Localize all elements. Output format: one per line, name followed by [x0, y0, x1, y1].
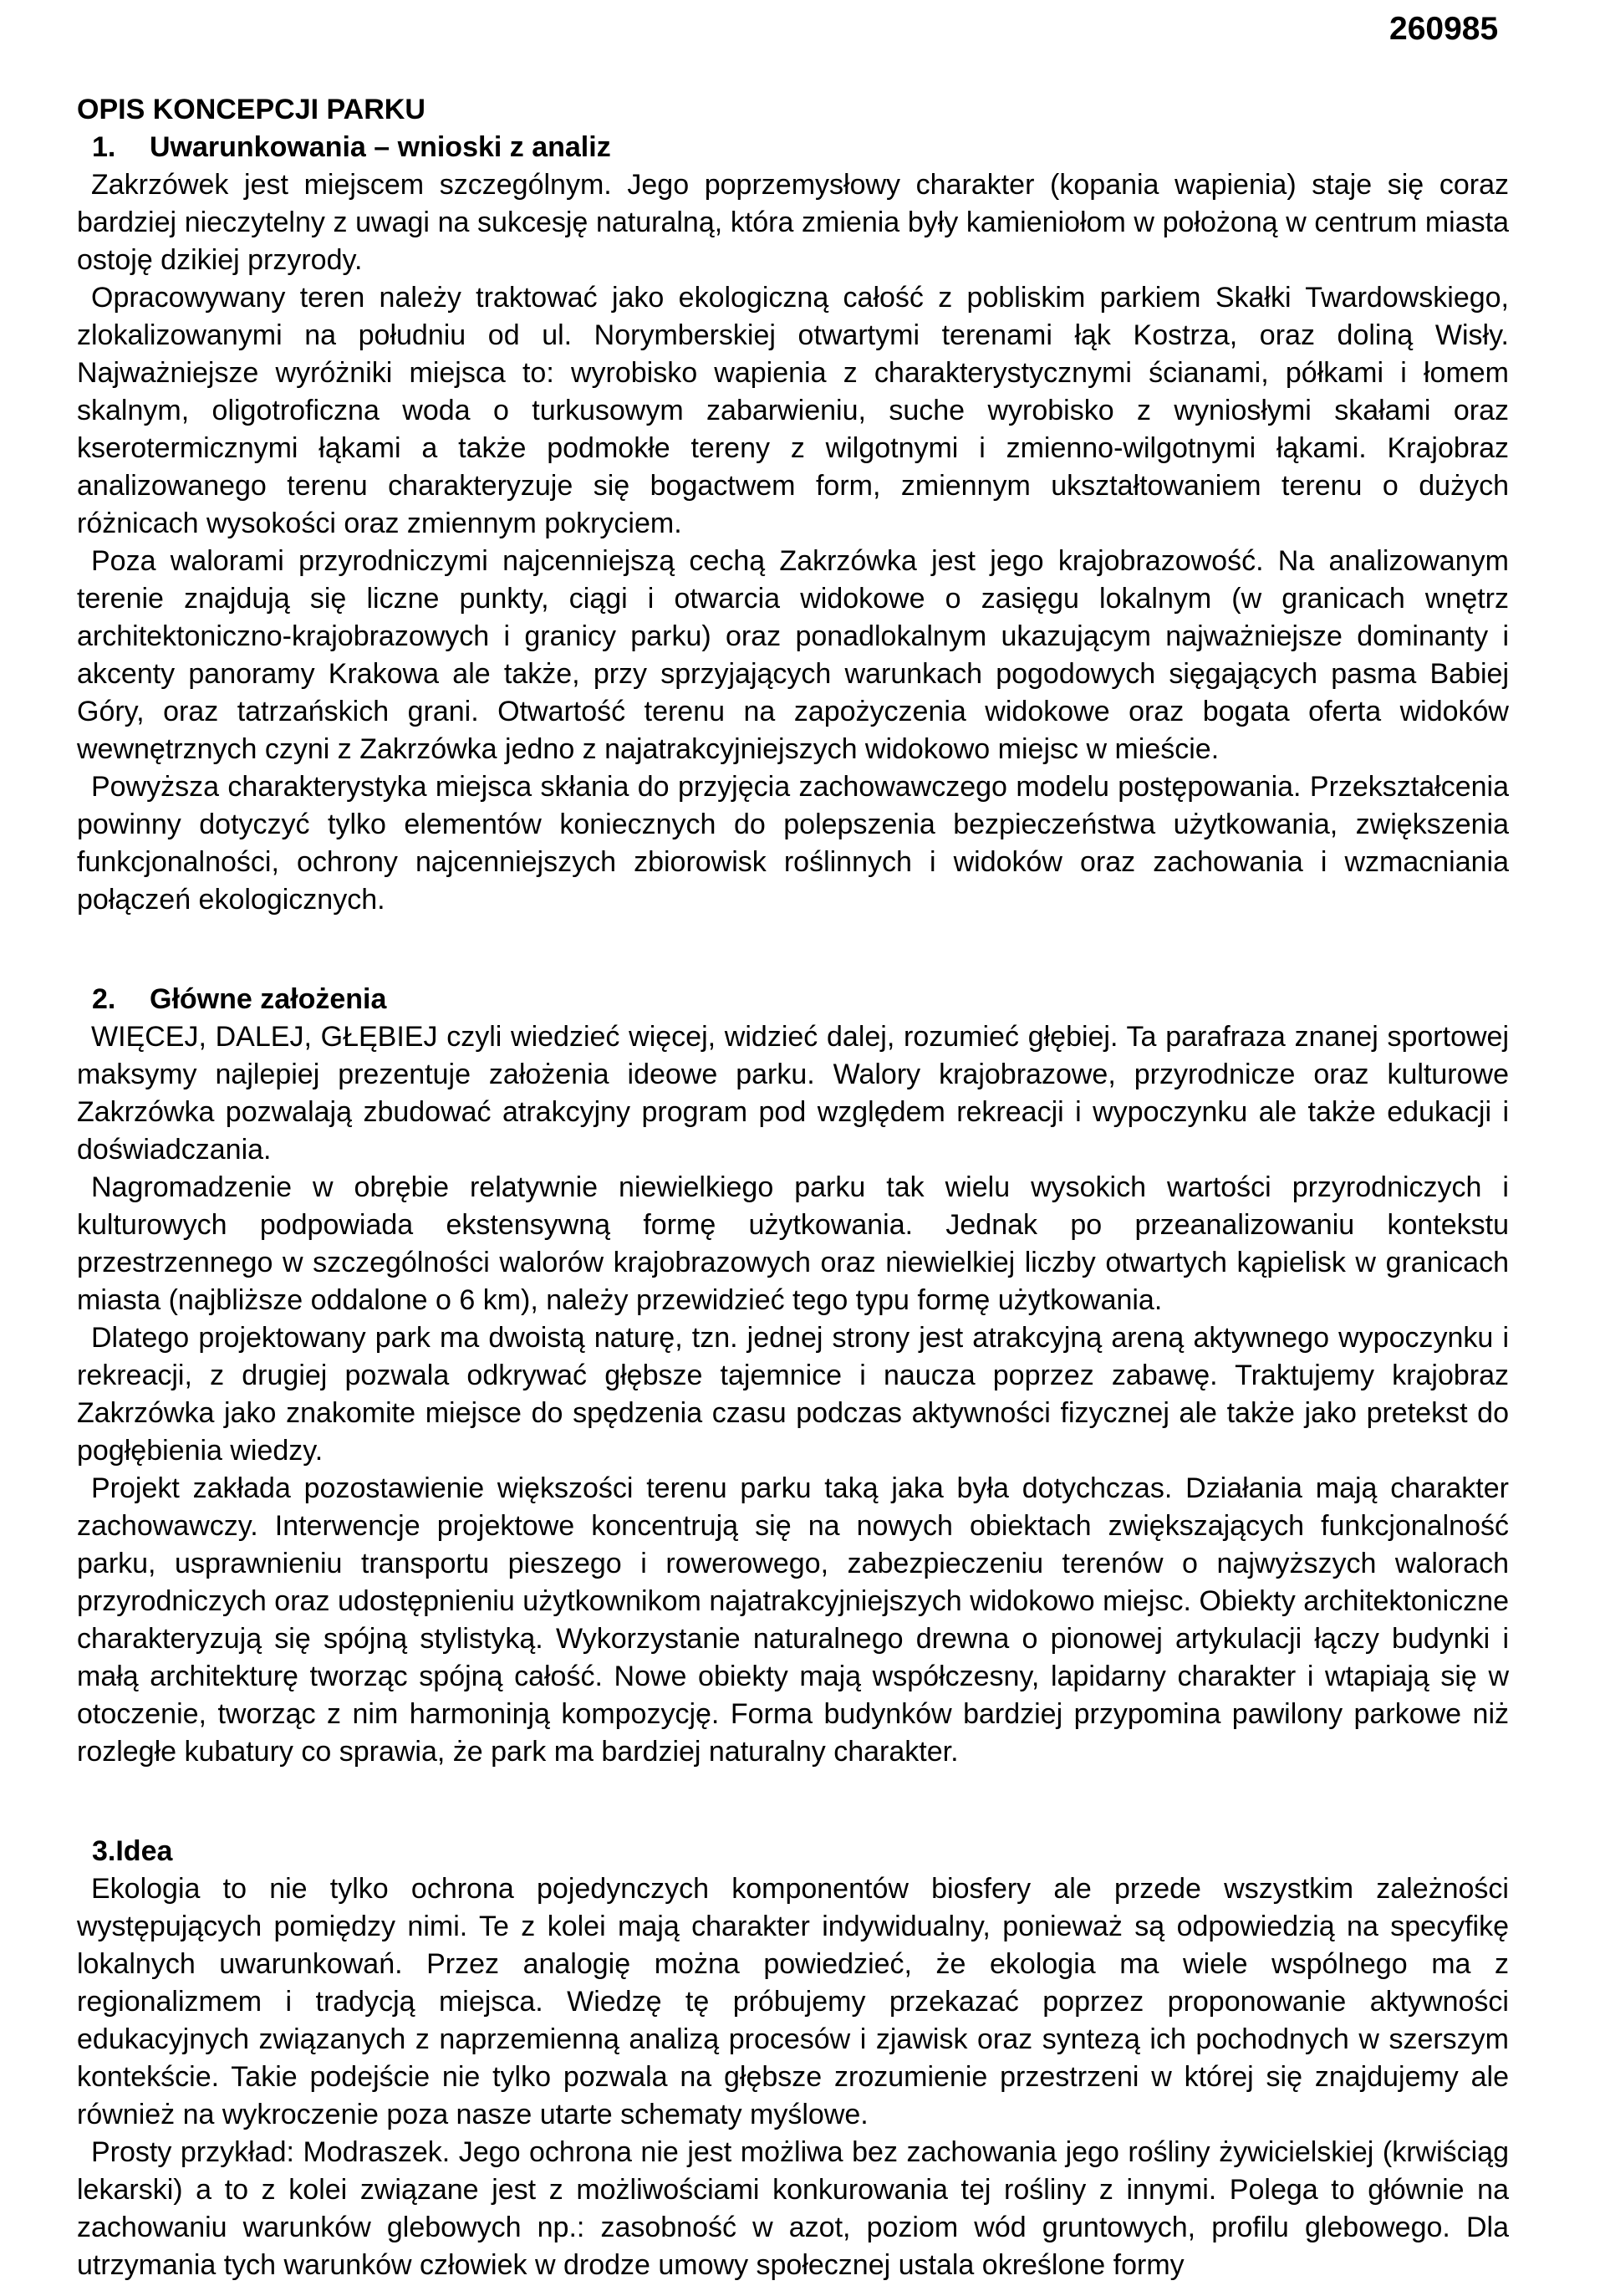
section-heading	[77, 981, 1509, 1018]
section-heading-text: 3.Idea	[92, 1835, 173, 1867]
document-number: 260985	[1389, 11, 1499, 47]
section-uwarunkowania	[77, 129, 1509, 919]
section-heading-text: Uwarunkowania – wnioski z analiz	[150, 131, 611, 163]
section-number: 1.	[92, 131, 116, 163]
section-heading-text: Główne założenia	[150, 983, 387, 1015]
section-glowne-zalozenia	[77, 981, 1509, 1771]
section-heading	[77, 1833, 1509, 1870]
paragraph: Ekologia to nie tylko ochrona pojedynczych komponentów biosfery ale przede wszystkim zależności występujących pomiędzy nimi. Te z kolei mają charakter indywidualny, ponieważ są odpowiedzią na specyfikę lokalnych uwarunkowań. Przez analogię można powiedzieć, że ekologia ma wiele wspólnego ma z regionalizmem i tradycją miejsca. Wiedzę tę próbujemy przekazać poprzez proponowanie aktywności edukacyjnych związanych z naprzemienną analizą procesów i zjawisk oraz syntezą ich pochodnych w szerszym kontekście. Takie podejście nie tylko pozwala na głębsze zrozumienie przestrzeni w której się znajdujemy ale również na wykroczenie poza nasze utarte schematy myślowe.	[77, 1873, 1509, 2130]
document-title: OPIS KONCEPCJI PARKU	[77, 94, 425, 125]
paragraph: Projekt zakłada pozostawienie większości terenu parku taką jaka była dotychczas. Działania mają charakter zachowawczy. Interwencje projektowe koncentrują się na nowych obiektach zwiększających funkcjonalność parku, usprawnieniu transportu pieszego i rowerowego, zabezpieczeniu terenów o najwyższych walorach przyrodniczych oraz udostępnieniu użytkownikom najatrakcyjniejszych widokowo miejsc. Obiekty architektoniczne charakteryzują się spójną stylistyką. Wykorzystanie naturalnego drewna o pionowej artykulacji łączy budynki i małą architekturę tworząc spójną całość. Nowe obiekty mają współczesny, lapidarny charakter i wtapiają się w otoczenie, tworząc z nim harmoninją kompozycję. Forma budynków bardziej przypomina pawilony parkowe niż rozległe kubatury co sprawia, że park ma bardziej naturalny charakter.	[77, 1472, 1509, 1768]
paragraph: Dlatego projektowany park ma dwoistą naturę, tzn. jednej strony jest atrakcyjną areną aktywnego wypoczynku i rekreacji, z drugiej pozwala odkrywać głębsze tajemnice i naucza poprzez zabawę. Traktujemy krajobraz Zakrzówka jako znakomite miejsce do spędzenia czasu podczas aktywności fizycznej ale także jako pretekst do pogłębienia wiedzy.	[77, 1322, 1509, 1467]
paragraph: Opracowywany teren należy traktować jako ekologiczną całość z pobliskim parkiem Skałki Twardowskiego, zlokalizowanymi na południu od ul. Norymberskiej otwartymi terenami łąk Kostrza, oraz doliną Wisły. Najważniejsze wyróżniki miejsca to: wyrobisko wapienia z charakterystycznymi ścianami, półkami i łomem skalnym, oligotroficzna woda o turkusowym zabarwieniu, suche wyrobisko z wyniosłymi skałami oraz kserotermicznymi łąkami a także podmokłe tereny z wilgotnymi i zmienno-wilgotnymi łąkami. Krajobraz analizowanego terenu charakteryzuje się bogactwem form, zmiennym ukształtowaniem terenu o dużych różnicach wysokości oraz zmiennym pokryciem.	[77, 282, 1509, 539]
paragraph: Poza walorami przyrodniczymi najcenniejszą cechą Zakrzówka jest jego krajobrazowość. Na analizowanym terenie znajdują się liczne punkty, ciągi i otwarcia widokowe o zasięgu lokalnym (w granicach wnętrz architektoniczno-krajobrazowych i granicy parku) oraz ponadlokalnym ukazującym najważniejsze dominanty i akcenty panoramy Krakowa ale także, przy sprzyjających warunkach pogodowych sięgających pasma Babiej Góry, oraz tatrzańskich grani. Otwartość terenu na zapożyczenia widokowe oraz bogata oferta widoków wewnętrznych czyni z Zakrzówka jedno z najatrakcyjniejszych widokowo miejsc w mieście.	[77, 545, 1509, 765]
paragraph: Zakrzówek jest miejscem szczególnym. Jego poprzemysłowy charakter (kopania wapienia) staje się coraz bardziej nieczytelny z uwagi na sukcesję naturalną, która zmienia były kamieniołom w położoną w centrum miasta ostoję dzikiej przyrody.	[77, 169, 1509, 276]
paragraph: WIĘCEJ, DALEJ, GŁĘBIEJ czyli wiedzieć więcej, widzieć dalej, rozumieć głębiej. Ta parafraza znanej sportowej maksymy najlepiej prezentuje założenia ideowe parku. Walory krajobrazowe, przyrodnicze oraz kulturowe Zakrzówka pozwalają zbudować atrakcyjny program pod względem rekreacji i wypoczynku ale także edukacji i doświadczania.	[77, 1021, 1509, 1166]
section-heading	[77, 129, 1509, 166]
paragraph: Powyższa charakterystyka miejsca skłania do przyjęcia zachowawczego modelu postępowania. Przekształcenia powinny dotyczyć tylko elementów koniecznych do polepszenia bezpieczeństwa użytkowania, zwiększenia funkcjonalności, ochrony najcenniejszych zbiorowisk roślinnych i widoków oraz zachowania i wzmacniania połączeń ekologicznych.	[77, 771, 1509, 916]
section-idea	[77, 1833, 1509, 2284]
section-number: 2.	[92, 983, 116, 1015]
paragraph: Prosty przykład: Modraszek. Jego ochrona nie jest możliwa bez zachowania jego rośliny żywicielskiej (krwiściąg lekarski) a to z kolei związane jest z możliwościami konkurowania tej rośliny z innymi. Polega to głównie na zachowaniu warunków glebowych np.: zasobność w azot, poziom wód gruntowych, profilu glebowego. Dla utrzymania tych warunków człowiek w drodze umowy społecznej ustala określone formy	[77, 2136, 1509, 2281]
paragraph: Nagromadzenie w obrębie relatywnie niewielkiego parku tak wielu wysokich wartości przyrodniczych i kulturowych podpowiada ekstensywną formę użytkowania. Jednak po przeanalizowaniu kontekstu przestrzennego w szczególności walorów krajobrazowych oraz niewielkiej liczby otwartych kąpielisk w granicach miasta (najbliższe oddalone o 6 km), należy przewidzieć tego typu formę użytkowania.	[77, 1171, 1509, 1316]
